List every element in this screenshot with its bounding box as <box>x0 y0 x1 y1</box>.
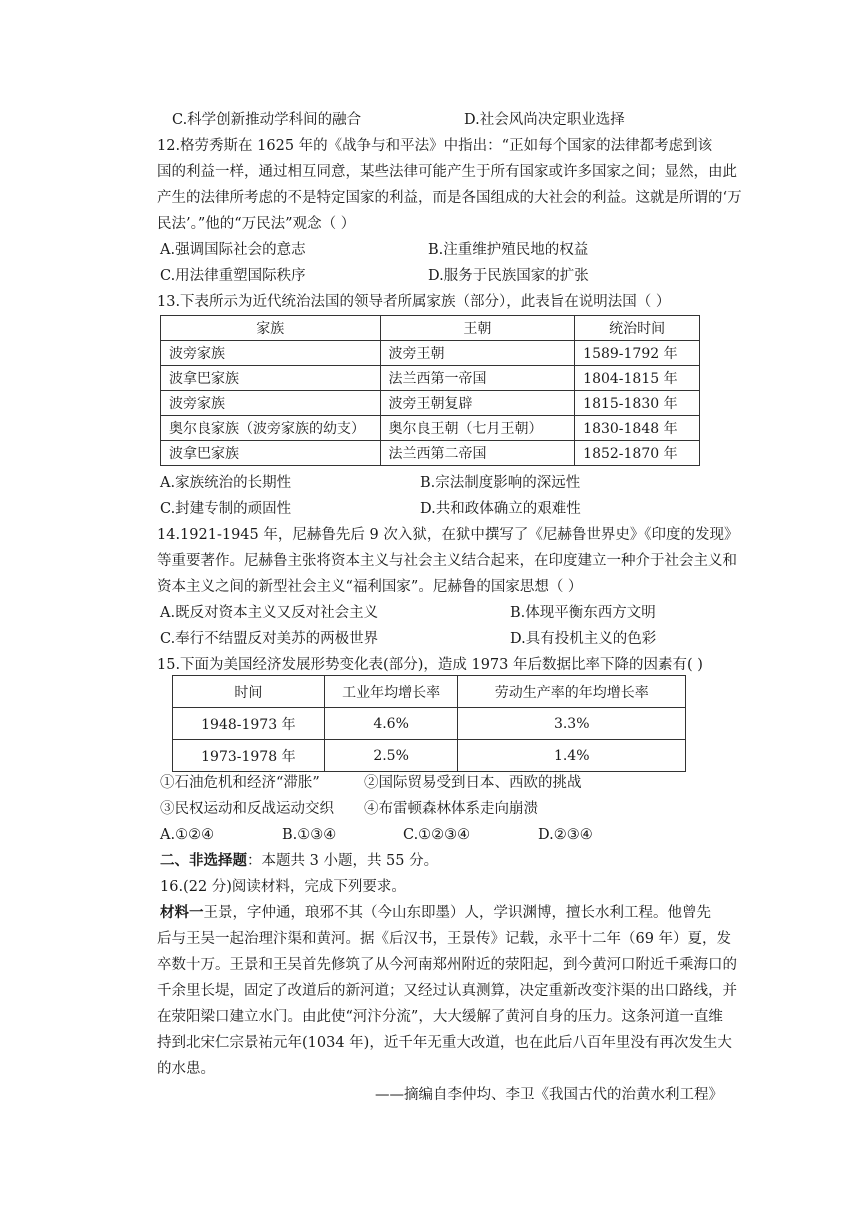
table-row <box>161 366 700 391</box>
table-cell: 法兰西第一帝国 <box>380 366 575 391</box>
q13-option-c: C.封建专制的顽固性 <box>160 501 292 517</box>
q12-option-b: B.注重维护殖民地的权益 <box>428 242 589 258</box>
q14-option-a: A.既反对资本主义又反对社会主义 <box>160 605 379 621</box>
table-header: 王朝 <box>380 316 575 341</box>
table-cell: 1589-1792 年 <box>575 341 700 366</box>
q15-option-d: D.②③④ <box>538 827 593 843</box>
table-cell: 1852-1870 年 <box>575 441 700 466</box>
q12-stem-line: 国的利益一样，通过相互同意，某些法律可能产生于所有国家或许多国家之间；显然，由此 <box>157 164 737 180</box>
q13-option-a: A.家族统治的长期性 <box>160 475 292 491</box>
table-cell: 1815-1830 年 <box>575 391 700 416</box>
q16-material-line: 在荥阳梁口建立水门。由此使“河汴分流”，大大缓解了黄河自身的压力。这条河道一直维 <box>157 1009 723 1025</box>
q15-table <box>172 675 686 772</box>
q14-option-b: B.体现平衡东西方文明 <box>510 605 656 621</box>
table-header: 时间 <box>173 676 325 708</box>
q14-stem-line: 等重要著作。尼赫鲁主张将资本主义与社会主义结合起来，在印度建立一种介于社会主义和 <box>157 553 737 569</box>
q12-option-d: D.服务于民族国家的扩张 <box>428 268 589 284</box>
table-cell: 奥尔良王朝（七月王朝） <box>380 416 575 441</box>
q15-item-4: ④布雷顿森林体系走向崩溃 <box>364 801 538 817</box>
q16-source: ——摘编自李仲均、李卫《我国古代的治黄水利工程》 <box>375 1087 723 1103</box>
table-cell: 波旁王朝复辟 <box>380 391 575 416</box>
table-header-row <box>173 676 686 708</box>
q16-material-line: 卒数十万。王景和王吴首先修筑了从今河南郑州附近的荥阳起，到今黄河口附近千乘海口的 <box>157 957 737 973</box>
table-cell: 奥尔良家族（波旁家族的幼支） <box>161 416 381 441</box>
q12-option-c: C.用法律重塑国际秩序 <box>160 268 306 284</box>
q14-stem-line: 14.1921-1945 年，尼赫鲁先后 9 次入狱，在狱中撰写了《尼赫鲁世界史》《印度的发现》 <box>157 527 739 543</box>
table-cell: 3.3% <box>458 708 686 740</box>
q15-item-2: ②国际贸易受到日本、西欧的挑战 <box>364 775 582 791</box>
q16-material-line: 千余里长堤，固定了改道后的新河道；又经过认真测算，决定重新改变汴渠的出口路线，并 <box>157 983 737 999</box>
q15-stem: 15.下面为美国经济发展形势变化表(部分)，造成 1973 年后数据比率下降的因素有( ) <box>157 657 703 673</box>
table-cell: 4.6% <box>324 708 458 740</box>
q16-material-line: 的水患。 <box>157 1061 215 1077</box>
q13-option-b: B.宗法制度影响的深远性 <box>420 475 581 491</box>
q12-stem-line: 产生的法律所考虑的不是特定国家的利益，而是各国组成的大社会的利益。这就是所谓的‘万 <box>157 190 742 206</box>
section-heading-rest: ：本题共 3 小题，共 55 分。 <box>247 853 439 869</box>
q12-stem-line: 民法’。”他的“万民法”观念（ ） <box>157 216 356 232</box>
q16-material-line: 持到北宋仁宗景祐元年(1034 年)，近千年无重大改道，也在此后八百年里没有再次发生大 <box>157 1035 732 1051</box>
q13-stem: 13.下表所示为近代统治法国的领导者所属家族（部分），此表旨在说明法国（ ） <box>157 294 671 310</box>
q13-table <box>160 315 700 466</box>
q15-item-1: ①石油危机和经济“滞胀” <box>160 775 320 791</box>
table-cell: 波旁家族 <box>161 391 381 416</box>
table-cell: 1948-1973 年 <box>173 708 325 740</box>
table-cell: 波拿巴家族 <box>161 441 381 466</box>
q13-option-d: D.共和政体确立的艰难性 <box>420 501 581 517</box>
q14-stem-line: 资本主义之间的新型社会主义“福利国家”。尼赫鲁的国家思想（ ） <box>157 579 583 595</box>
q11-option-c: C.科学创新推动学科间的融合 <box>172 112 362 128</box>
table-row <box>161 416 700 441</box>
q12-option-a: A.强调国际社会的意志 <box>160 242 306 258</box>
q16-material-line <box>160 904 711 922</box>
q15-item-3: ③民权运动和反战运动交织 <box>160 801 334 817</box>
q16-material-line: 后与王吴一起治理汴渠和黄河。据《后汉书，王景传》记载，永平十二年（69 年）夏，发 <box>157 931 732 947</box>
section-heading-bold: 二、非选择题 <box>160 852 247 869</box>
table-cell: 1973-1978 年 <box>173 740 325 772</box>
q15-option-a: A.①②④ <box>160 827 215 843</box>
table-cell: 波旁王朝 <box>380 341 575 366</box>
table-row <box>173 740 686 772</box>
q15-option-b: B.①③④ <box>282 827 337 843</box>
table-cell: 2.5% <box>324 740 458 772</box>
q12-stem-line: 12.格劳秀斯在 1625 年的《战争与和平法》中指出：“正如每个国家的法律都考虑到该 <box>157 138 713 154</box>
table-header: 工业年均增长率 <box>324 676 458 708</box>
table-header: 劳动生产率的年均增长率 <box>458 676 686 708</box>
table-row <box>161 391 700 416</box>
q16-stem: 16.(22 分)阅读材料，完成下列要求。 <box>160 879 406 895</box>
table-cell: 波拿巴家族 <box>161 366 381 391</box>
q15-option-c: C.①②③④ <box>403 827 471 843</box>
table-header-row <box>161 316 700 341</box>
table-row <box>173 708 686 740</box>
q14-option-c: C.奉行不结盟反对美苏的两极世界 <box>160 631 379 647</box>
q11-option-d: D.社会风尚决定职业选择 <box>464 112 625 128</box>
table-row <box>161 341 700 366</box>
q14-option-d: D.具有投机主义的色彩 <box>510 631 657 647</box>
material-label: 材料一 <box>160 904 204 921</box>
table-cell: 1804-1815 年 <box>575 366 700 391</box>
table-cell: 1.4% <box>458 740 686 772</box>
table-row <box>161 441 700 466</box>
section-heading <box>160 852 438 870</box>
table-header: 统治时间 <box>575 316 700 341</box>
table-cell: 波旁家族 <box>161 341 381 366</box>
material-text: 王景，字仲通，琅邪不其（今山东即墨）人，学识渊博，擅长水利工程。他曾先 <box>203 905 711 921</box>
table-cell: 1830-1848 年 <box>575 416 700 441</box>
table-cell: 法兰西第二帝国 <box>380 441 575 466</box>
table-header: 家族 <box>161 316 381 341</box>
